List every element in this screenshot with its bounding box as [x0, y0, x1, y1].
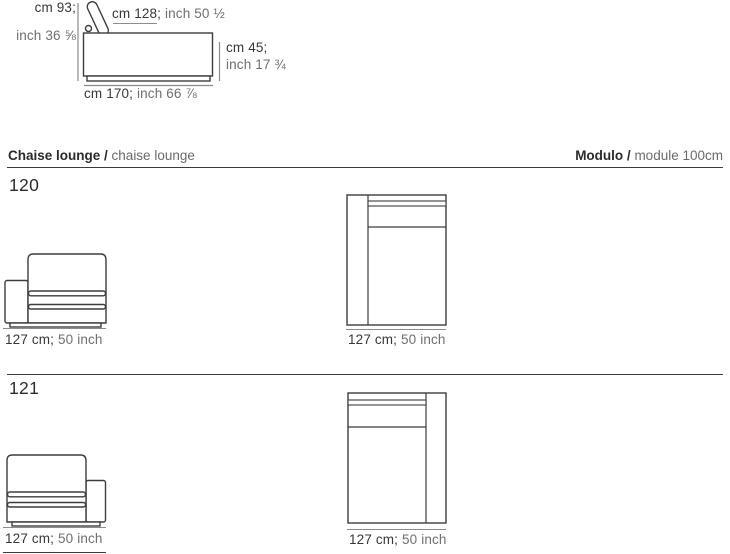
width-cm: 127 cm;: [349, 532, 399, 547]
front-width-dim-line-121: [3, 527, 106, 528]
cropped-bottom-line: [3, 552, 106, 554]
back-depth-inch: inch 50 ½: [164, 6, 225, 21]
total-depth-label: [84, 86, 197, 102]
body-outline: [28, 254, 106, 323]
base-outline: [87, 76, 210, 81]
seat-height-label-inch: [226, 57, 286, 73]
front-width-label-121: [5, 531, 103, 547]
section-divider-rule: [7, 374, 723, 375]
armrest-left-outline: [5, 281, 28, 324]
armrest-right-outline: [86, 481, 106, 523]
width-cm: 127 cm;: [5, 530, 55, 546]
total-height-inch: inch 36 ⅝: [16, 28, 76, 43]
seat-cushion-seam-bottom: [29, 305, 106, 310]
page-title: [8, 148, 195, 163]
total-height-label-inch: [0, 28, 76, 44]
top-view-outline: [348, 393, 446, 523]
base-outline: [12, 522, 100, 526]
seat-cushion-seam-top: [29, 291, 106, 296]
seat-height-inch: inch 17 ¾: [226, 57, 286, 72]
body-outline: [7, 455, 86, 522]
seat-height-cm: cm 45;: [226, 40, 268, 55]
back-depth-cm: cm 128;: [112, 6, 162, 21]
seat-cushion-seam-top: [8, 492, 86, 497]
total-height-cm: cm 93;: [34, 0, 76, 15]
total-height-label-cm: [0, 0, 76, 16]
width-inch: 50 inch: [57, 530, 103, 546]
backrest-band: [368, 201, 446, 206]
module-121-top-view: [346, 391, 450, 525]
top-view-outline: [347, 195, 446, 325]
seat-body-outline: [84, 33, 213, 76]
top-width-label-121: [349, 532, 447, 548]
header-rule: [7, 167, 723, 168]
back-depth-dim-line: [113, 23, 157, 24]
width-inch: 50 inch: [400, 331, 446, 347]
seat-height-label-cm: [226, 40, 267, 56]
front-width-dim-line-120: [3, 328, 106, 329]
module-120-front-view: [3, 252, 109, 330]
total-depth-inch: inch 66 ⅞: [136, 86, 197, 101]
width-inch: 50 inch: [57, 331, 103, 347]
section-code-121: 121: [9, 378, 40, 398]
front-width-label-120: [5, 332, 103, 348]
top-width-label-120: [348, 332, 446, 348]
width-cm: 127 cm;: [5, 331, 55, 347]
title-primary: Chaise lounge /: [8, 148, 108, 163]
backrest-hinge-circle: [86, 26, 92, 32]
backrest-band: [348, 400, 426, 405]
base-outline: [10, 323, 101, 327]
total-depth-cm: cm 170;: [84, 86, 134, 101]
module-primary: Modulo /: [575, 148, 631, 163]
module-121-front-view: [3, 453, 109, 531]
title-secondary: chaise lounge: [111, 148, 195, 163]
top-width-dim-line-121: [347, 529, 446, 530]
section-code-120: 120: [9, 175, 40, 195]
seat-cushion-seam-bottom: [8, 503, 86, 508]
width-inch: 50 inch: [401, 532, 447, 547]
module-120-top-view: [345, 193, 449, 327]
top-width-dim-line-120: [346, 329, 446, 330]
width-cm: 127 cm;: [348, 331, 398, 347]
module-title: [423, 148, 723, 163]
module-secondary: module 100cm: [634, 148, 723, 163]
back-depth-label: [112, 6, 225, 22]
